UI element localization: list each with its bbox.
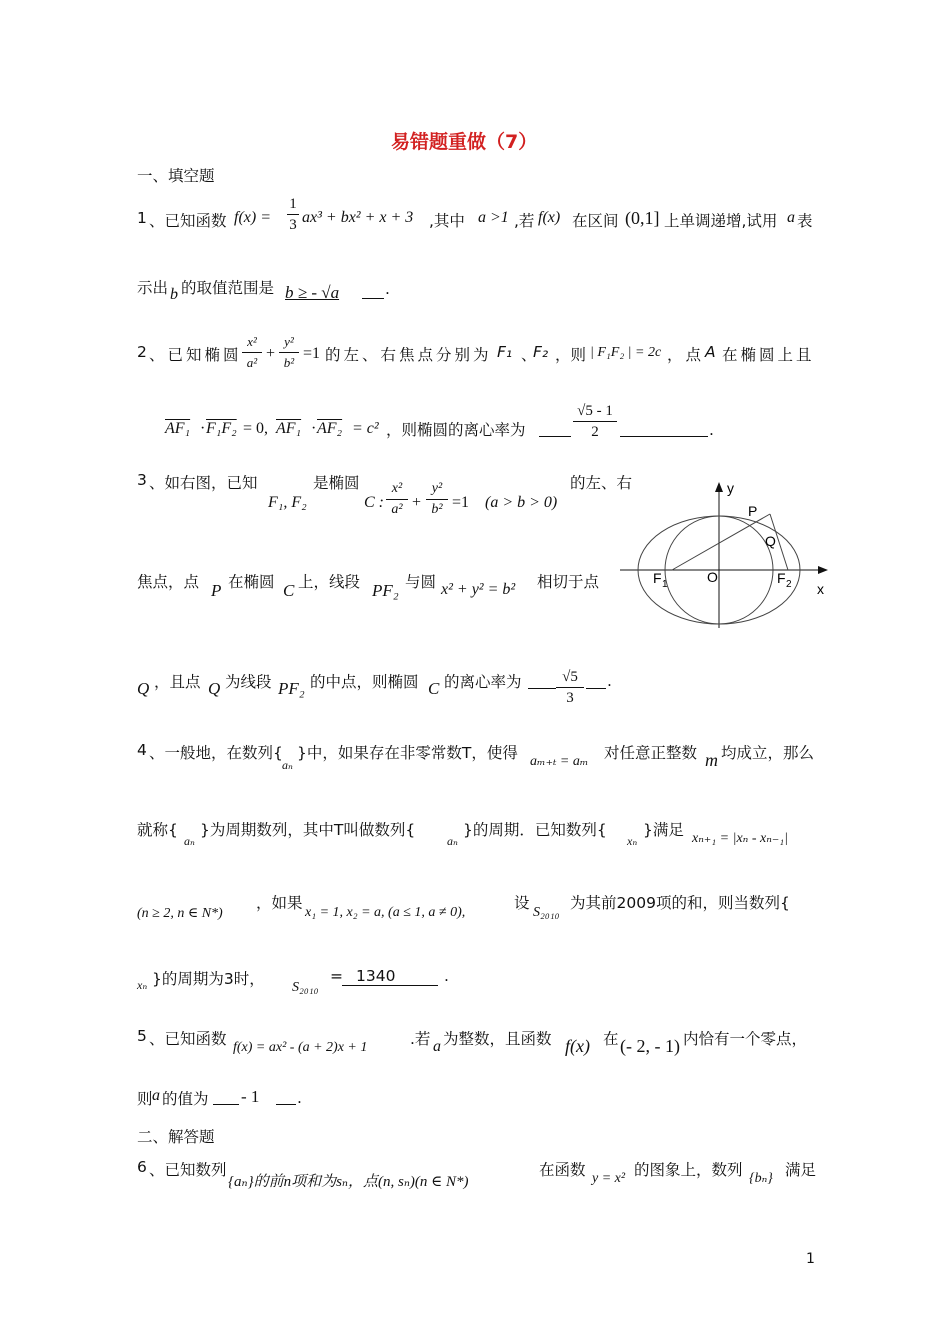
fraction-bar: [426, 499, 448, 500]
numerator: √5 - 1: [577, 403, 613, 419]
question-text: 表: [797, 212, 813, 230]
question-text: 的值为: [162, 1090, 209, 1108]
math-expression: (n ≥ 2, n ∈ N*): [137, 906, 223, 921]
math-expression: y = x²: [592, 1171, 626, 1186]
answer-underline: [620, 436, 708, 437]
math-expression: m: [705, 750, 718, 770]
math-expression: C: [283, 581, 295, 600]
math-expression: x₁ = 1, x₂ = a, (a ≤ 1, a ≠ 0),: [305, 905, 466, 920]
segment-F1P: [672, 514, 770, 570]
question-text: }的周期为3时，: [152, 970, 265, 988]
answer-underline: [586, 688, 606, 689]
math-expression: xₙ₊₁ = |xₙ - xₙ₋₁|: [692, 831, 788, 846]
math-expression: C: [428, 679, 440, 698]
math-expression: (0,1]: [625, 208, 660, 228]
question-text: .: [444, 967, 449, 985]
fraction-bar: [556, 687, 584, 688]
question-text: ,其中: [429, 212, 465, 230]
fraction-bar: [573, 421, 617, 422]
question-text: 上单调递增,试用: [664, 212, 778, 230]
question-text: 相切于点: [537, 573, 600, 591]
question-text: 、已知数列: [149, 1161, 227, 1179]
question-text: 焦点，点: [137, 573, 200, 591]
question-number: 3: [137, 471, 147, 489]
answer-underline: [362, 298, 384, 299]
question-text: 、已知椭圆: [149, 346, 242, 364]
question-text: 则: [137, 1090, 153, 1108]
math-expression: f(x) =: [234, 209, 271, 226]
question-text: }满足: [643, 821, 684, 839]
math-expression: a: [152, 1087, 160, 1104]
math-expression: | F₁F₂ | = 2c: [590, 345, 662, 360]
denominator: b²: [283, 355, 295, 370]
fraction: [279, 333, 299, 372]
answer-underline: [342, 985, 438, 986]
math-expression: f(x): [565, 1036, 590, 1056]
question-text: 内恰有一个零点，: [683, 1030, 808, 1048]
math-expression: Q: [137, 679, 150, 698]
question-text: 、已知函数: [149, 212, 227, 230]
denominator: a²: [391, 502, 403, 517]
vector: AF₁: [276, 420, 302, 437]
question-text: 、: [521, 346, 537, 364]
denominator: 3: [289, 217, 297, 233]
fraction-bar: [279, 352, 299, 353]
answer-blank: 1340: [356, 967, 396, 985]
vector: F₁F₂: [206, 420, 237, 437]
vector: AF₂: [317, 420, 343, 437]
math-expression: ax³ + bx² + x + 3: [302, 209, 414, 226]
question-text: .若: [410, 1030, 431, 1048]
question-text: 的左、右焦点分别为: [325, 346, 492, 364]
math-expression: {bₙ}: [749, 1171, 773, 1186]
math-expression: P: [211, 581, 222, 600]
math-expression: b: [170, 286, 178, 303]
fraction: [287, 195, 299, 234]
question-text: 为线段: [225, 673, 272, 691]
question-text: 、一般地，在数列{: [149, 744, 283, 762]
point-label: A: [705, 343, 716, 361]
question-text: .: [297, 1089, 302, 1107]
answer-blank: - 1: [241, 1087, 260, 1106]
question-text: }的周期．已知数列{: [463, 821, 607, 839]
origin-label: O: [707, 569, 718, 585]
question-text: ,若: [514, 212, 535, 230]
question-text: }中，如果存在非零常数T，使得: [297, 744, 518, 762]
x-axis-arrow: [818, 566, 828, 574]
question-text: 设: [514, 894, 530, 912]
math-expression: (- 2, - 1): [620, 1036, 680, 1056]
question-text: 的中点，则椭圆: [310, 673, 419, 691]
focus-F1-subscript: 1: [662, 579, 668, 590]
question-text: 满足: [785, 1161, 817, 1179]
answer-blank: b ≥ - √a: [285, 283, 340, 302]
math-expression: a >1: [478, 209, 509, 226]
answer-fraction: [573, 402, 617, 441]
numerator: x²: [391, 481, 403, 496]
fraction-bar: [287, 214, 299, 215]
page-number: 1: [806, 1251, 815, 1267]
y-axis-label: y: [727, 480, 734, 496]
point-Q-label: Q: [765, 533, 776, 549]
question-number: 1: [137, 209, 147, 227]
x-axis-label: x: [817, 581, 824, 597]
question-text: 在函数: [539, 1161, 586, 1179]
question-text: .: [607, 672, 612, 690]
vector: AF₁: [165, 420, 191, 437]
math-expression: f(x) = ax² - (a + 2)x + 1: [233, 1040, 368, 1055]
denominator: 2: [591, 424, 599, 440]
focus-F2-subscript: 2: [786, 579, 792, 590]
question-text: 在椭圆上且: [722, 346, 815, 364]
math-expression: Q: [208, 679, 221, 698]
math-expression: S₂₀₁₀: [533, 905, 560, 920]
math-expression: x² + y² = b²: [441, 581, 516, 598]
question-text: .: [385, 280, 390, 298]
y-axis-arrow: [715, 482, 723, 492]
dot-operator: ·: [311, 420, 317, 437]
math-expression: (a > b > 0): [485, 494, 558, 511]
math-expression: PF₂: [278, 679, 305, 698]
denominator: b²: [431, 502, 443, 517]
question-text: ，点: [667, 346, 705, 364]
math-expression: PF₂: [372, 581, 399, 600]
question-text: .: [709, 421, 714, 439]
question-text: 在: [603, 1030, 619, 1048]
question-text: 的离心率为: [444, 673, 522, 691]
fraction: [386, 480, 408, 519]
question-text: 的图象上，数列: [634, 1161, 743, 1179]
math-expression: xₙ: [627, 834, 638, 848]
question-text: 均成立，那么: [721, 744, 815, 762]
denominator: a²: [246, 355, 258, 370]
fraction-bar: [386, 499, 408, 500]
question-text: ，且点: [154, 673, 201, 691]
question-number: 2: [137, 343, 147, 361]
focus-label: F₂: [533, 343, 549, 361]
question-text: ，则: [555, 346, 587, 364]
answer-fraction: [556, 668, 584, 707]
question-number: 4: [137, 741, 147, 759]
dot-operator: ·: [200, 420, 206, 437]
math-expression: F₁, F₂: [268, 494, 307, 511]
math-expression: aₙ: [447, 834, 458, 848]
numerator: y²: [431, 481, 443, 496]
section-heading-fill: 一、填空题: [137, 167, 215, 185]
focus-F2-label: F: [777, 570, 786, 586]
question-text: 与圆: [405, 573, 437, 591]
question-text: 、如右图，已知: [149, 474, 258, 492]
math-expression: = 0,: [243, 420, 269, 437]
equals-sign: =: [330, 967, 343, 985]
fraction-bar: [242, 352, 262, 353]
focus-label: F₁: [497, 343, 513, 361]
math-expression: S₂₀₁₀: [292, 980, 319, 995]
question-text: 为其前2009项的和，则当数列{: [570, 894, 790, 912]
plus-sign: +: [266, 345, 276, 362]
question-text: 为整数，且函数: [443, 1030, 552, 1048]
answer-underline: [539, 436, 571, 437]
page-title: 易错题重做（7）: [391, 131, 538, 153]
numerator: y²: [284, 334, 294, 349]
question-text: }为周期数列，其中T叫做数列{: [200, 821, 416, 839]
math-expression: {aₙ}的前n项和为sₙ，点(n, sₙ)(n ∈ N*): [228, 1174, 469, 1190]
question-text: 上，线段: [298, 573, 361, 591]
focus-F1-label: F: [653, 570, 662, 586]
question-text: 的左、右: [570, 474, 633, 492]
answer-underline: [213, 1104, 239, 1105]
question-text: ，则椭圆的离心率为: [386, 421, 526, 439]
math-expression: xₙ: [137, 978, 148, 992]
question-text: 在椭圆: [228, 573, 275, 591]
numerator: 1: [289, 196, 297, 212]
math-expression: aₙ: [184, 834, 195, 848]
math-expression: = c²: [352, 420, 379, 437]
math-expression: =1: [452, 494, 470, 511]
point-P-label: P: [748, 503, 758, 519]
math-expression: a: [787, 209, 795, 226]
question-number: 6: [137, 1158, 147, 1176]
question-text: 就称{: [137, 821, 178, 839]
question-text: 是椭圆: [313, 474, 360, 492]
math-expression: aₘ₊ₜ = aₘ: [530, 754, 589, 769]
section-heading-answer: 二、解答题: [137, 1128, 215, 1146]
math-expression: =1: [303, 345, 321, 362]
answer-underline: [528, 688, 556, 689]
ellipse-figure: [620, 478, 835, 636]
numerator: √5: [562, 669, 578, 685]
math-expression: f(x): [538, 209, 561, 226]
denominator: 3: [566, 690, 574, 706]
plus-sign: +: [412, 494, 422, 511]
numerator: x²: [247, 334, 257, 349]
question-text: 的取值范围是: [181, 279, 275, 297]
question-text: 示出: [137, 279, 169, 297]
math-expression: C :: [364, 494, 384, 511]
math-expression: aₙ: [282, 758, 293, 772]
question-text: 对任意正整数: [604, 744, 698, 762]
question-text: ，如果: [256, 894, 303, 912]
fraction: [426, 480, 448, 519]
fraction: [242, 333, 262, 372]
math-expression: a: [433, 1038, 441, 1055]
answer-underline: [276, 1104, 296, 1105]
question-text: 、已知函数: [149, 1030, 227, 1048]
question-text: 在区间: [572, 212, 619, 230]
question-number: 5: [137, 1027, 147, 1045]
